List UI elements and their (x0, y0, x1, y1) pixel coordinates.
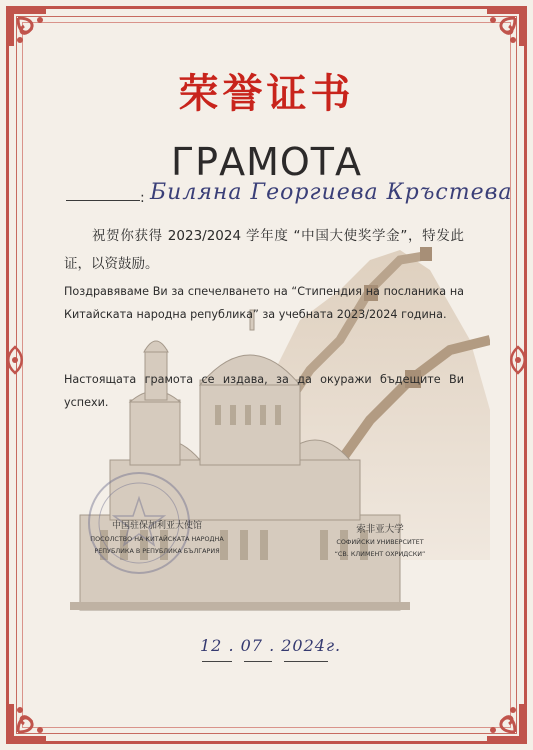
paragraph-bulgarian-1: Поздравяваме Ви за спечелването на “Стипендия на посланика на Китайската народна република” за учебната 2023/2024 година. (64, 285, 464, 321)
corner-ornament-icon (471, 688, 531, 748)
embassy-name-bulgarian (80, 533, 234, 557)
date-underline (202, 661, 232, 662)
date-underline (284, 661, 328, 662)
university-line-1: СОФИЙСКИ УНИВЕРСИТЕТ (336, 538, 424, 546)
title-chinese: 荣誉证书 (178, 71, 355, 117)
corner-ornament-icon (471, 2, 531, 62)
name-colon: : (140, 190, 145, 206)
university-name-bulgarian (320, 536, 440, 560)
university-line-2: “СВ. КЛИМЕНТ ОХРИДСКИ” (334, 550, 426, 558)
side-ornament-icon (4, 345, 26, 375)
paragraph-bulgarian-2: Настоящата грамота се издава, за да окуражи бъдещите Ви успехи. (64, 373, 464, 409)
recipient-name: Биляна Георгиева Кръстева (150, 180, 513, 205)
paragraph-chinese: 祝贺你获得 2023/2024 学年度 “中国大使奖学金”，特发此证，以资鼓励。 (64, 228, 464, 272)
embassy-name-chinese: 中国驻保加利亚大使馆 (111, 521, 202, 531)
issue-date: 12 . 07 . 2024г. (200, 636, 342, 655)
university-name-chinese: 索非亚大学 (356, 524, 404, 535)
embassy-line-1: ПОСОЛСТВО НА КИТАЙСКАТА НАРОДНА (90, 535, 224, 543)
name-underline (66, 200, 140, 201)
date-underline (244, 661, 272, 662)
corner-ornament-icon (2, 2, 62, 62)
embassy-line-2: РЕПУБЛИКА В РЕПУБЛИКА БЪЛГАРИЯ (94, 547, 220, 555)
title-bulgarian: ГРАМОТА (171, 140, 362, 184)
side-ornament-icon (507, 345, 529, 375)
corner-ornament-icon (2, 688, 62, 748)
